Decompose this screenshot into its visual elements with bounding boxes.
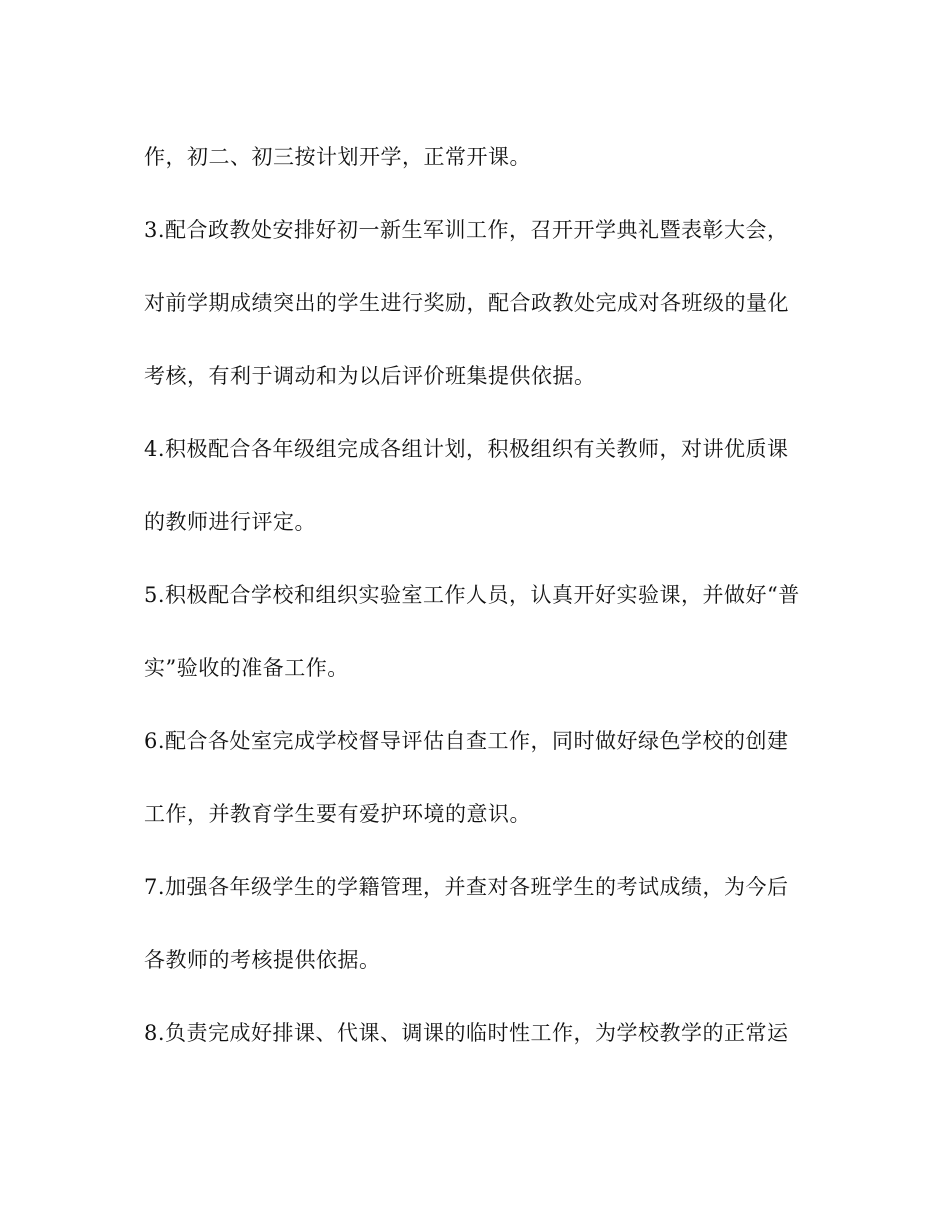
text-line: 8.负责完成好排课、代课、调课的临时性工作，为学校教学的正常运 xyxy=(144,1021,789,1045)
text-line: 各教师的考核提供依据。 xyxy=(144,948,381,972)
text-line: 作，初二、初三按计划开学，正常开课。 xyxy=(144,145,531,169)
text-line: 3.配合政教处安排好初一新生军训工作，召开开学典礼暨表彰大会， xyxy=(144,218,789,242)
text-line: 6.配合各处室完成学校督导评估自查工作，同时做好绿色学校的创建 xyxy=(144,729,789,753)
text-line: 对前学期成绩突出的学生进行奖励，配合政教处完成对各班级的量化 xyxy=(144,291,789,315)
text-line: 实”验收的准备工作。 xyxy=(144,656,349,680)
text-line: 的教师进行评定。 xyxy=(144,510,316,534)
text-line: 5.积极配合学校和组织实验室工作人员，认真开好实验课，并做好“普 xyxy=(144,583,800,607)
text-line: 工作，并教育学生要有爱护环境的意识。 xyxy=(144,802,531,826)
document-body xyxy=(144,136,824,1085)
text-line: 考核，有利于调动和为以后评价班集提供依据。 xyxy=(144,364,596,388)
text-line: 4.积极配合各年级组完成各组计划，积极组织有关教师，对讲优质课 xyxy=(144,437,789,461)
text-line: 7.加强各年级学生的学籍管理，并查对各班学生的考试成绩，为今后 xyxy=(144,875,789,899)
